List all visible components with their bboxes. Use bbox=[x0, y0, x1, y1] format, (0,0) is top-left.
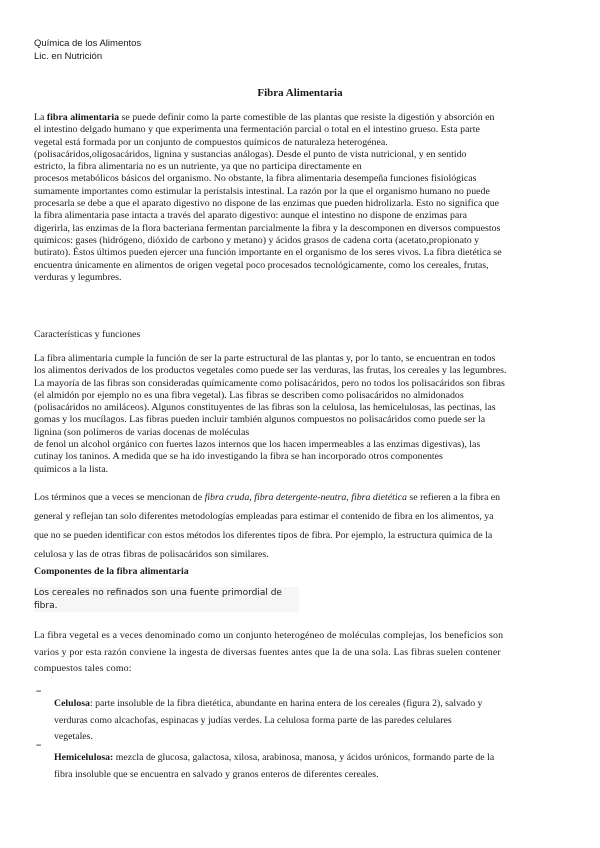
list-item-line: verduras como alcachofas, espinacas y judías verdes. La celulosa forma parte de las paredes celulares bbox=[54, 714, 452, 726]
paragraph-line: encuentra únicamente en alimentos de origen vegetal poco procesados tecnológicamente, como los cereales, frutas, bbox=[34, 259, 489, 271]
term-neutral-detergent-fiber: fibra detergente-neutra bbox=[254, 492, 347, 503]
paragraph-line: verduras y legumbres. bbox=[34, 271, 122, 283]
paragraph-line: químicos: gases (hidrógeno, dióxido de carbono y metano) y ácidos grasos de cadena corta (acetato,propionato y bbox=[34, 234, 480, 246]
paragraph-line: La fibra alimentaria cumple la función de ser la parte estructural de las plantas y, por lo tanto, se encuentran en todos bbox=[34, 353, 496, 364]
paragraph-line: La mayoría de las fibras son consideradas químicamente como polisacáridos, pero no todos los polisacáridos son fibras bbox=[34, 377, 505, 389]
paragraph-line: general y reflejan tan solo diferentes metodologías empleadas para estimar el contenido de fibra en los alimentos, ya bbox=[34, 511, 494, 522]
bullet-marker: ‾ bbox=[37, 745, 41, 756]
paragraph-line: lignina (son polímeros de varias docenas de moléculas bbox=[34, 426, 250, 438]
paragraph-line: cutinay los taninos. A medida que se ha ido investigando la fibra se han incorporado otros componentes bbox=[34, 451, 443, 463]
paragraph-line: La fibra alimentaria se puede definir como la parte comestible de las plantas que resiste la digestión y absorción en bbox=[34, 112, 495, 123]
list-item-term: Hemicelulosa: bbox=[54, 752, 114, 763]
paragraph-line: la fibra alimentaria pase intacta a través del aparato digestivo: aunque el intestino no dispone de enzimas para bbox=[34, 210, 467, 222]
list-item-line: fibra insoluble que se encuentra en salvado y granos enteros de diferentes cereales. bbox=[54, 768, 379, 780]
paragraph-line: que no se pueden identificar con estos métodos los diferentes tipos de fibra. Por ejemplo, la estructura química de la bbox=[34, 530, 493, 541]
list-item-line: Celulosa: parte insoluble de la fibra dietética, abundante en harina entera de los cereales (figura 2), salvado y bbox=[54, 698, 483, 709]
paragraph-line: procesarla se debe a que el aparato digestivo no dispone de las enzimas que pueden hidrolizarla. Esto no significa que bbox=[34, 198, 500, 210]
paragraph-line: compuestos tales como: bbox=[34, 663, 132, 674]
list-item-term: Celulosa bbox=[54, 698, 90, 709]
terms-paragraph bbox=[34, 488, 566, 564]
list-item-line: vegetales. bbox=[54, 731, 93, 742]
term-crude-fiber: fibra cruda bbox=[204, 492, 250, 503]
paragraph-line: procesos metabólicos básicos del organismo. No obstante, la fibra alimentaria desempeña funciones fisiológicas bbox=[34, 173, 477, 185]
note-line: fibra. bbox=[34, 600, 58, 611]
list-item-line: Hemicelulosa: mezcla de glucosa, galactosa, xilosa, arabinosa, manosa, y ácidos urónicos, formando parte de la bbox=[54, 752, 495, 763]
paragraph-line: Los términos que a veces se mencionan de fibra cruda, fibra detergente-neutra, fibra dietética se refieren a la fibra en bbox=[34, 492, 501, 503]
paragraph-line: sumamente importantes como estimular la peristalsis intestinal. La razón por la que el organismo humano no puede bbox=[34, 185, 490, 197]
document-header bbox=[34, 37, 141, 63]
page-title: Fibra Alimentaria bbox=[257, 87, 343, 99]
paragraph-line: La fibra vegetal es a veces denominado como un conjunto heterogéneo de moléculas complejas, los beneficios son bbox=[34, 630, 504, 641]
paragraph-line: estricto, la fibra alimentaria no es un nutriente, ya que no participa directamente en bbox=[34, 161, 362, 173]
list-item bbox=[54, 750, 566, 783]
section-heading: Características y funciones bbox=[34, 329, 141, 340]
intro-paragraph bbox=[34, 112, 566, 284]
paragraph-line: el intestino delgado humano y que experimenta una fermentación parcial o total en el intestino grueso. Esta parte bbox=[34, 124, 480, 136]
note-line: Los cereales no refinados son una fuente primordial de bbox=[34, 588, 282, 598]
paragraph-line: químicos a la lista. bbox=[34, 463, 109, 475]
paragraph-line: gomas y los mucílagos. Las fibras pueden incluir también algunos compuestos no polisacáridos como puede ser la bbox=[34, 414, 486, 426]
paragraph-line: los alimentos derivados de los productos vegetales como puede ser las verduras, las frutas, los cereales y las legumbres. bbox=[34, 365, 507, 377]
paragraph-line: digerirla, las enzimas de la flora bacteriana fermentan parcialmente la fibra y la descomponen en diversos compuestos bbox=[34, 222, 501, 234]
paragraph-line: (polisacáridos,oligosacáridos, lignina y sustancias análogas). Desde el punto de vista nutricional, y en sentido bbox=[34, 148, 467, 160]
image-caption-note bbox=[34, 587, 299, 612]
paragraph-line: de fenol un alcohol orgánico con fuertes lazos internos que los hacen impermeables a las enzimas digestivas), las bbox=[34, 439, 481, 451]
highlighted-term: fibra alimentaria bbox=[46, 112, 120, 123]
list-item bbox=[54, 696, 566, 746]
bullet-marker: ‾ bbox=[37, 691, 41, 702]
course-title: Química de los Alimentos bbox=[34, 38, 142, 49]
characteristics-paragraph bbox=[34, 353, 566, 476]
components-paragraph bbox=[34, 628, 566, 678]
paragraph-line: varios y por esta razón conviene la ingesta de diversas fuentes antes que la de una sola. Las fibras suelen contener bbox=[34, 646, 501, 658]
course-subtitle: Lic. en Nutrición bbox=[34, 51, 103, 62]
paragraph-line: celulosa y las de otras fibras de polisacáridos son similares. bbox=[34, 549, 269, 560]
paragraph-line: butirato). Éstos últimos pueden ejercer una función importante en el organismo de los seres vivos. La fibra dietética se bbox=[34, 247, 502, 259]
term-dietary-fiber: fibra dietética bbox=[351, 492, 407, 503]
paragraph-line: vegetal está formada por un conjunto de compuestos químicos de naturaleza heterogénea. bbox=[34, 136, 388, 148]
paragraph-line: (polisacáridos no amiláceos). Algunos constituyentes de las fibras son la celulosa, las hemicelulosas, las pectinas, las bbox=[34, 402, 496, 414]
paragraph-line: (el almidón por ejemplo no es una fibra vegetal). Las fibras se describen como polisacáridos no almidonados bbox=[34, 389, 464, 401]
section-heading: Componentes de la fibra alimentaria bbox=[34, 566, 189, 577]
